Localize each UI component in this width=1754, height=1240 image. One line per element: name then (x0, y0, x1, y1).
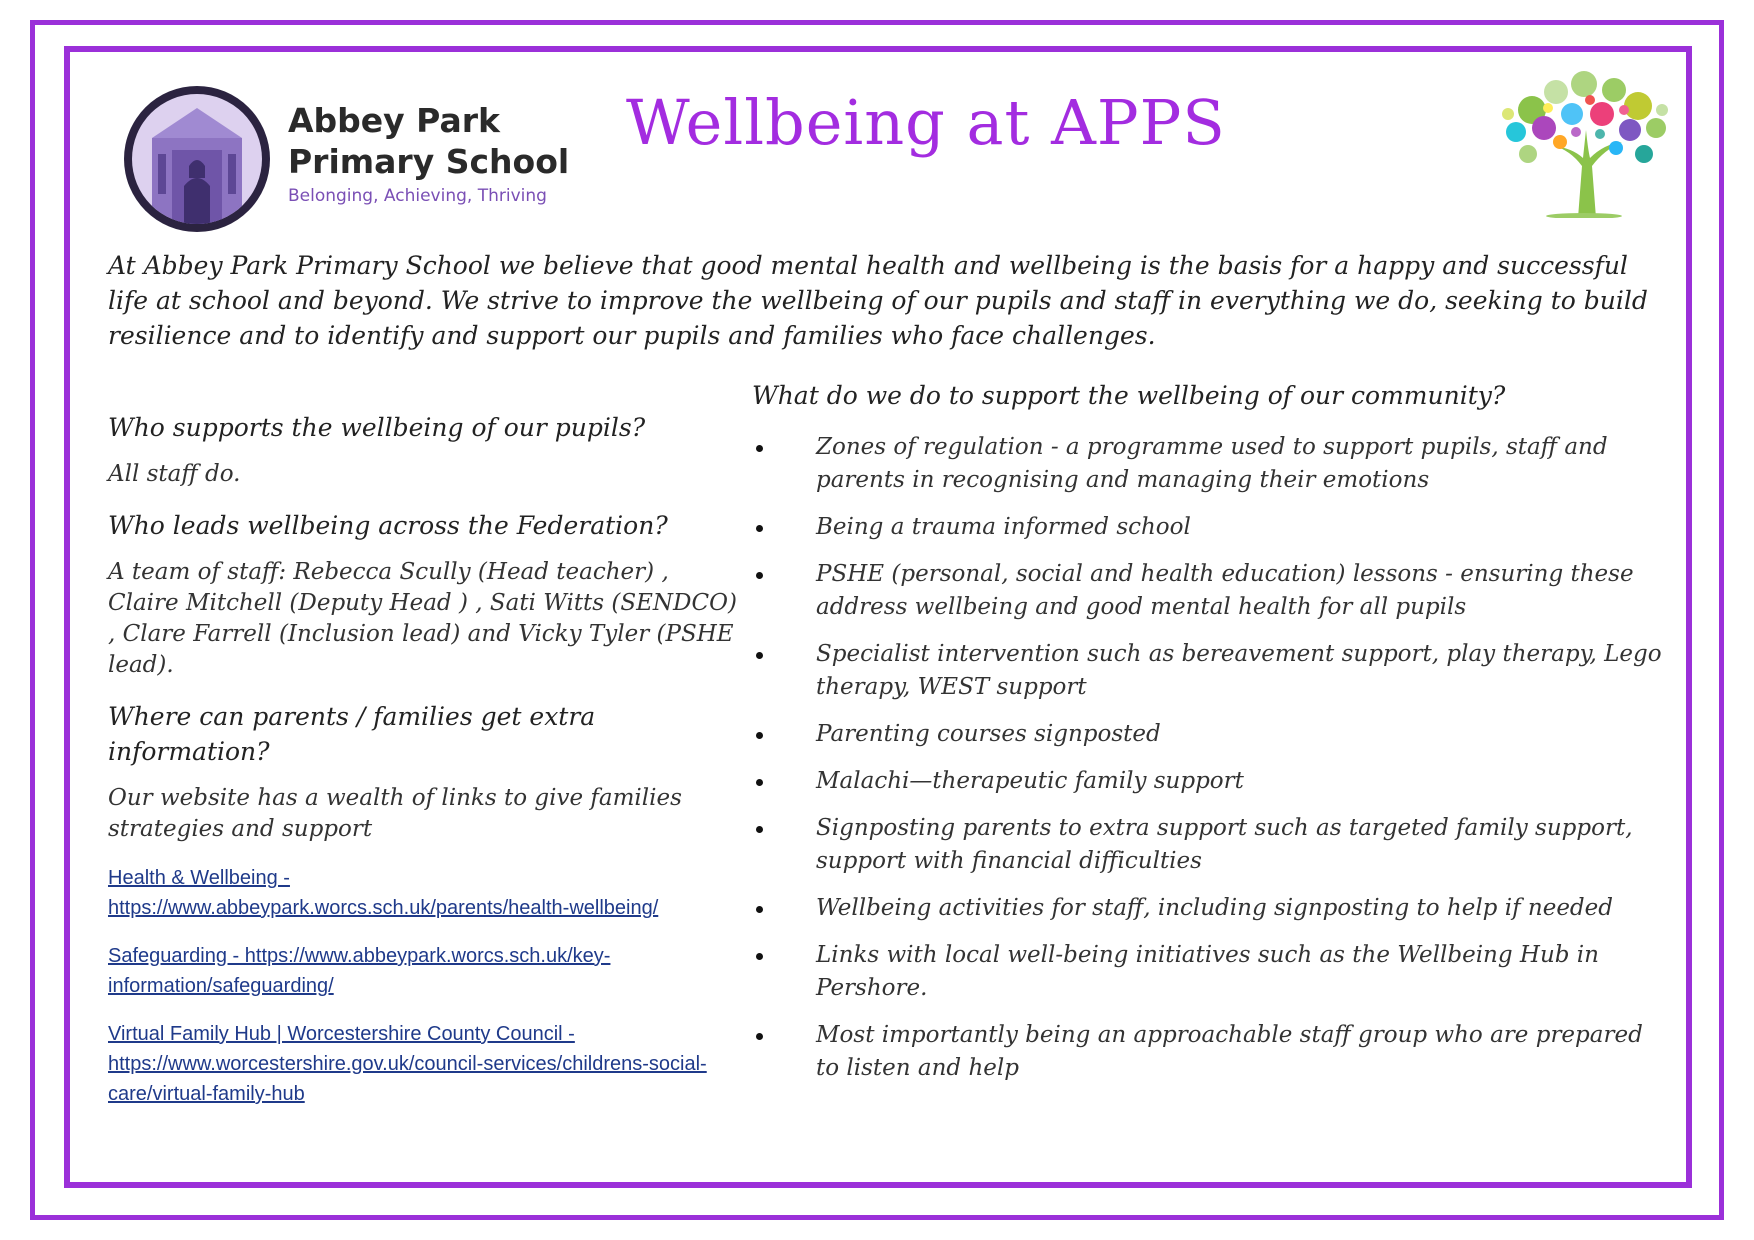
bullet-icon (756, 652, 763, 659)
list-item: PSHE (personal, social and health education) lessons - ensuring these address wellbeing and good mental health for all pupils (752, 558, 1662, 624)
community-heading: What do we do to support the wellbeing of our community? (752, 381, 1506, 410)
school-name-line2: Primary School (288, 142, 570, 181)
list-item: Most importantly being an approachable staff group who are prepared to listen and help (752, 1019, 1662, 1085)
question-extra-info: Where can parents / families get extra information? (108, 702, 596, 766)
list-item: Malachi—therapeutic family support (752, 765, 1662, 798)
list-item: Being a trauma informed school (752, 511, 1662, 544)
list-item: Specialist intervention such as bereavement support, play therapy, Lego therapy, WEST support (752, 638, 1662, 704)
tree-icon (1492, 70, 1678, 218)
link-virtual-family-hub[interactable]: Virtual Family Hub | Worcestershire County Council - https://www.worcestershire.gov.uk/council-services/childrens-social-care/virtual-family-hub (108, 1023, 707, 1105)
school-tagline: Belonging, Achieving, Thriving (288, 186, 547, 206)
left-column (108, 410, 738, 1127)
bullet-icon (756, 572, 763, 579)
right-column (752, 378, 1662, 1099)
list-item: Wellbeing activities for staff, including signposting to help if needed (752, 892, 1662, 925)
bullet-icon (756, 826, 763, 833)
bullet-icon (756, 953, 763, 960)
intro-paragraph: At Abbey Park Primary School we believe that good mental health and wellbeing is the basis for a happy and successful life at school and beyond. We strive to improve the wellbeing of our pupils and staff in everything we do, seeking to build resilience and to identify and support our pupils and families who face challenges. (108, 251, 1648, 350)
school-name (288, 100, 618, 182)
question-who-leads: Who leads wellbeing across the Federation? (108, 511, 668, 540)
page-title: Wellbeing at APPS (626, 86, 1226, 159)
list-item: Signposting parents to extra support such as targeted family support, support with financial difficulties (752, 812, 1662, 878)
support-list (752, 431, 1662, 1085)
bullet-icon (756, 445, 763, 452)
bullet-icon (756, 906, 763, 913)
bullet-icon (756, 525, 763, 532)
school-logo-icon (124, 86, 270, 232)
answer-who-leads: A team of staff: Rebecca Scully (Head teacher) , Claire Mitchell (Deputy Head ) , Sati Witts (SENDCO) , Clare Farrell (Inclusion lead) and Vicky Tyler (PSHE lead). (108, 559, 737, 678)
school-name-line1: Abbey Park (288, 101, 500, 140)
link-safeguarding[interactable]: Safeguarding - https://www.abbeypark.worcs.sch.uk/key-information/safeguarding/ (108, 945, 611, 997)
bullet-icon (756, 732, 763, 739)
link-list (108, 863, 738, 1109)
question-who-supports: Who supports the wellbeing of our pupils? (108, 413, 646, 442)
list-item: Zones of regulation - a programme used to support pupils, staff and parents in recognising and managing their emotions (752, 431, 1662, 497)
list-item: Parenting courses signposted (752, 718, 1662, 751)
bullet-icon (756, 779, 763, 786)
bullet-icon (756, 1033, 763, 1040)
link-health-wellbeing[interactable]: Health & Wellbeing - https://www.abbeypark.worcs.sch.uk/parents/health-wellbeing/ (108, 867, 659, 919)
answer-who-supports: All staff do. (108, 461, 241, 487)
answer-extra-info: Our website has a wealth of links to give families strategies and support (108, 785, 682, 842)
list-item: Links with local well-being initiatives such as the Wellbeing Hub in Pershore. (752, 939, 1662, 1005)
